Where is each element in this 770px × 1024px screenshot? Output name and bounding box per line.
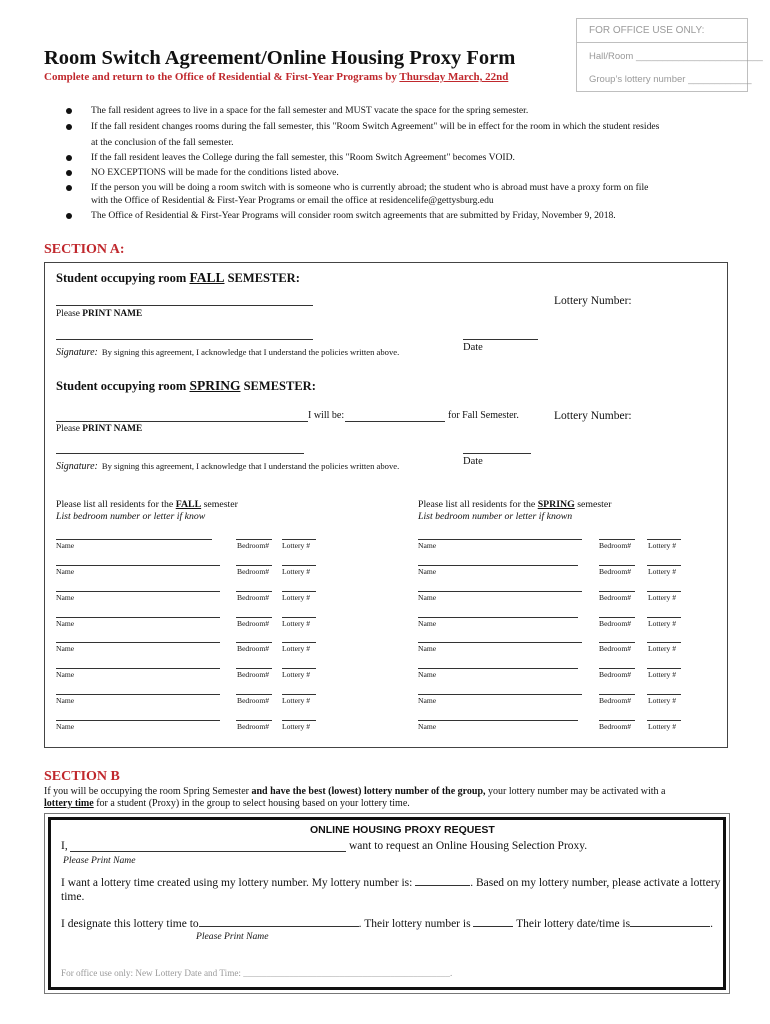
fall-print-name-label [56, 309, 142, 319]
spring-resident-lottery-input[interactable] [647, 642, 681, 643]
spring-resident-lottery-input[interactable] [647, 591, 681, 592]
fall-lottery-label: Lottery Number: [554, 295, 632, 307]
spring-resident-name-input[interactable] [418, 642, 582, 643]
fall-resident-name-input[interactable] [56, 591, 220, 592]
spring-resident-name-input[interactable] [418, 539, 582, 540]
proxy-request-title: ONLINE HOUSING PROXY REQUEST [310, 824, 495, 836]
heading-prefix: Student occupying room [56, 271, 190, 285]
subtitle-deadline: Thursday March, 22nd [399, 71, 509, 83]
name-label: Name [418, 567, 437, 576]
spring-student-heading [56, 378, 316, 394]
hall-room-field[interactable]: Hall/Room ________________________ [589, 51, 763, 62]
spring-resident-bedroom-input[interactable] [599, 668, 635, 669]
bedroom-label: Bedroom# [599, 644, 632, 653]
fall-resident-name-input[interactable] [56, 642, 220, 643]
fall-resident-name-input[interactable] [56, 539, 212, 540]
bedroom-label: Bedroom# [237, 696, 270, 705]
lottery-label: Lottery # [648, 567, 677, 576]
bedroom-label: Bedroom# [599, 541, 632, 550]
residents-suffix: semester [201, 499, 238, 510]
residents-prefix: Please list all residents for the [418, 499, 538, 510]
spring-resident-bedroom-input[interactable] [599, 539, 635, 540]
subtitle-prefix: Complete and return to the Office of Residential & First-Year Programs by [44, 71, 400, 83]
policy-item: at the conclusion of the fall semester. [91, 137, 234, 148]
section-b-intro-line-1 [44, 786, 665, 797]
spring-resident-name-input[interactable] [418, 668, 578, 669]
lottery-label: Lottery # [648, 670, 677, 679]
spring-resident-bedroom-input[interactable] [599, 720, 635, 721]
proxy-i-label: I, [61, 840, 68, 852]
spring-date-input[interactable] [463, 453, 531, 454]
proxy-office-use-line: For office use only: New Lottery Date and Time: _____________________________________________. [61, 968, 453, 978]
name-label: Name [56, 541, 75, 550]
name-label: Name [418, 722, 437, 731]
lottery-label: Lottery # [648, 593, 677, 602]
lottery-label: Lottery # [282, 567, 311, 576]
fall-resident-lottery-input[interactable] [282, 565, 316, 566]
proxy-print-name-caption: Please Print Name [63, 855, 136, 866]
lottery-label: Lottery # [648, 722, 677, 731]
heading-term: SPRING [189, 378, 241, 393]
policy-item: If the fall resident leaves the College during the fall semester, this "Room Switch Agreement" becomes VOID. [91, 152, 515, 163]
designate-text: I designate this lottery time to [61, 918, 199, 930]
lottery-label: Lottery # [648, 541, 677, 550]
lottery-label: Lottery # [282, 593, 311, 602]
bedroom-label: Bedroom# [237, 593, 270, 602]
residents-prefix: Please list all residents for the [56, 499, 176, 510]
fall-resident-bedroom-input[interactable] [236, 694, 272, 695]
lottery-text: . Based on my lottery number, please activate a lottery [470, 877, 721, 889]
name-label: Name [56, 567, 75, 576]
fall-resident-bedroom-input[interactable] [236, 720, 272, 721]
lottery-label: Lottery # [648, 696, 677, 705]
fall-date-input[interactable] [463, 339, 538, 340]
policy-item: NO EXCEPTIONS will be made for the conditions listed above. [91, 167, 339, 178]
name-label: Name [418, 644, 437, 653]
name-label: Name [418, 619, 437, 628]
policy-item: If the person you will be doing a room switch with is someone who is currently abroad; the student who is abroad must have a proxy form on file [91, 182, 649, 193]
designate-text: Their lottery date/time is [516, 918, 631, 930]
print-name-text: PRINT NAME [82, 424, 143, 434]
name-label: Name [418, 696, 437, 705]
please-text: Please [56, 309, 83, 319]
fall-resident-bedroom-input[interactable] [236, 565, 272, 566]
bullet-icon [66, 170, 72, 176]
section-a-heading: SECTION A: [44, 242, 125, 257]
fall-residents-note: List bedroom number or letter if know [56, 511, 206, 522]
proxy-print-name-caption-2: Please Print Name [196, 931, 269, 942]
spring-resident-lottery-input[interactable] [647, 668, 681, 669]
bedroom-label: Bedroom# [599, 567, 632, 576]
spring-date-label: Date [463, 456, 483, 467]
form-title: Room Switch Agreement/Online Housing Proxy Form [44, 47, 516, 69]
fall-resident-bedroom-input[interactable] [236, 539, 272, 540]
spring-print-name-label [56, 424, 142, 434]
fall-resident-lottery-input[interactable] [282, 668, 316, 669]
name-label: Name [418, 541, 437, 550]
name-label: Name [56, 722, 75, 731]
fall-resident-lottery-input[interactable] [282, 591, 316, 592]
bedroom-label: Bedroom# [237, 670, 270, 679]
bedroom-label: Bedroom# [599, 593, 632, 602]
bedroom-label: Bedroom# [599, 619, 632, 628]
fall-resident-lottery-input[interactable] [282, 617, 316, 618]
spring-resident-name-input[interactable] [418, 720, 578, 721]
heading-suffix: SEMESTER: [240, 379, 316, 393]
name-label: Name [56, 696, 75, 705]
bedroom-label: Bedroom# [237, 722, 270, 731]
spring-lottery-label: Lottery Number: [554, 410, 632, 422]
bedroom-label: Bedroom# [237, 644, 270, 653]
bullet-icon [66, 185, 72, 191]
heading-term: FALL [189, 270, 225, 285]
spring-resident-bedroom-input[interactable] [599, 565, 635, 566]
bullet-icon [66, 155, 72, 161]
fall-resident-lottery-input[interactable] [282, 720, 316, 721]
bullet-icon [66, 213, 72, 219]
their-lottery-date-input[interactable] [630, 918, 710, 927]
signature-note: By signing this agreement, I acknowledge that I understand the policies written above. [101, 461, 400, 471]
spring-resident-bedroom-input[interactable] [599, 617, 635, 618]
fall-signature-caption [56, 342, 399, 360]
fall-room-input[interactable] [345, 421, 445, 422]
spring-residents-note: List bedroom number or letter if known [418, 511, 573, 522]
lottery-label: Lottery # [282, 722, 311, 731]
spring-signature-input[interactable] [56, 453, 304, 454]
proxy-name-input[interactable] [70, 851, 346, 852]
fall-signature-input[interactable] [56, 339, 313, 340]
section-b-intro-line-2 [44, 798, 410, 809]
name-label: Name [56, 619, 75, 628]
fall-name-input[interactable] [56, 305, 313, 306]
fall-date-label: Date [463, 342, 483, 353]
for-fall-label: for Fall Semester. [448, 410, 519, 421]
name-label: Name [56, 644, 75, 653]
residents-term: FALL [175, 499, 202, 510]
spring-resident-bedroom-input[interactable] [599, 591, 635, 592]
lottery-label: Lottery # [282, 670, 311, 679]
bullet-icon [66, 124, 72, 130]
name-label: Name [418, 593, 437, 602]
fall-resident-lottery-input[interactable] [282, 539, 316, 540]
bedroom-label: Bedroom# [237, 567, 270, 576]
bedroom-label: Bedroom# [237, 619, 270, 628]
designate-text: . Their lottery number is [358, 918, 471, 930]
fall-resident-name-input[interactable] [56, 668, 220, 669]
fall-resident-bedroom-input[interactable] [236, 617, 272, 618]
policy-item: The Office of Residential & First-Year Programs will consider room switch agreements that are submitted by Friday, November 9, 2018. [91, 210, 616, 221]
spring-resident-lottery-input[interactable] [647, 694, 681, 695]
print-name-text: PRINT NAME [82, 309, 143, 319]
intro-text: If you will be occupying the room Spring Semester [44, 786, 252, 797]
intro-text: for a student (Proxy) in the group to select housing based on your lottery time. [93, 798, 410, 809]
bedroom-label: Bedroom# [599, 722, 632, 731]
lottery-label: Lottery # [282, 696, 311, 705]
designate-text: . [710, 918, 713, 930]
signature-label: Signature: [56, 347, 98, 358]
lottery-label: Lottery # [648, 619, 677, 628]
spring-resident-bedroom-input[interactable] [599, 694, 635, 695]
spring-resident-lottery-input[interactable] [647, 565, 681, 566]
spring-resident-lottery-input[interactable] [647, 617, 681, 618]
policy-item: If the fall resident changes rooms during the fall semester, this "Room Switch Agreement" will be in effect for the room in which the student resides [91, 121, 660, 132]
fall-resident-name-input[interactable] [56, 565, 220, 566]
spring-resident-name-input[interactable] [418, 591, 582, 592]
signature-label: Signature: [56, 461, 98, 472]
bullet-icon [66, 108, 72, 114]
fall-resident-lottery-input[interactable] [282, 694, 316, 695]
spring-resident-name-input[interactable] [418, 694, 582, 695]
fall-resident-name-input[interactable] [56, 720, 220, 721]
fall-resident-name-input[interactable] [56, 694, 220, 695]
office-use-header: FOR OFFICE USE ONLY: [577, 19, 747, 43]
name-label: Name [56, 593, 75, 602]
spring-residents-heading [418, 499, 611, 510]
bedroom-label: Bedroom# [237, 541, 270, 550]
fall-student-heading [56, 270, 300, 286]
lottery-label: Lottery # [648, 644, 677, 653]
proxy-lottery-line-1 [61, 877, 720, 889]
their-lottery-number-input[interactable] [473, 918, 513, 927]
intro-bold: and have the best (lowest) lottery number of the group, [251, 786, 486, 797]
lottery-text: I want a lottery time created using my lottery number. My lottery number is: [61, 877, 416, 889]
intro-bold: lottery time [44, 798, 94, 809]
residents-suffix: semester [574, 499, 612, 510]
residents-term: SPRING [537, 499, 575, 510]
name-label: Name [418, 670, 437, 679]
fall-resident-lottery-input[interactable] [282, 642, 316, 643]
proxy-lottery-line-2: time. [61, 891, 85, 903]
my-lottery-number-input[interactable] [415, 877, 470, 886]
lottery-label: Lottery # [282, 644, 311, 653]
lottery-label: Lottery # [282, 541, 311, 550]
section-b-heading: SECTION B [44, 769, 120, 784]
fall-resident-name-input[interactable] [56, 617, 220, 618]
name-label: Name [56, 670, 75, 679]
fall-resident-bedroom-input[interactable] [236, 591, 272, 592]
signature-note: By signing this agreement, I acknowledge that I understand the policies written above. [101, 347, 400, 357]
heading-prefix: Student occupying room [56, 379, 190, 393]
spring-resident-lottery-input[interactable] [647, 539, 681, 540]
spring-resident-bedroom-input[interactable] [599, 642, 635, 643]
group-lottery-field[interactable]: Group’s lottery number ____________ [589, 74, 752, 85]
office-use-box [576, 18, 763, 92]
fall-resident-bedroom-input[interactable] [236, 642, 272, 643]
fall-residents-heading [56, 499, 238, 510]
proxy-designate-line [61, 918, 713, 930]
proxy-want-request-label: want to request an Online Housing Selection Proxy. [349, 840, 588, 852]
spring-name-input[interactable] [56, 421, 308, 422]
policy-item: with the Office of Residential & First-Year Programs or email the office at residencelife@gettysburg.edu [91, 195, 494, 206]
fall-resident-bedroom-input[interactable] [236, 668, 272, 669]
spring-signature-caption [56, 456, 399, 474]
bedroom-label: Bedroom# [599, 696, 632, 705]
heading-suffix: SEMESTER: [224, 271, 300, 285]
lottery-label: Lottery # [282, 619, 311, 628]
form-subtitle [44, 71, 508, 83]
designee-name-input[interactable] [199, 918, 359, 927]
spring-resident-name-input[interactable] [418, 617, 578, 618]
i-will-be-label: I will be: [308, 410, 345, 421]
please-text: Please [56, 424, 83, 434]
intro-text: your lottery number may be activated with a [485, 786, 666, 797]
policy-item: The fall resident agrees to live in a space for the fall semester and MUST vacate the space for the spring semester. [91, 105, 529, 116]
bedroom-label: Bedroom# [599, 670, 632, 679]
spring-resident-name-input[interactable] [418, 565, 578, 566]
spring-resident-lottery-input[interactable] [647, 720, 681, 721]
